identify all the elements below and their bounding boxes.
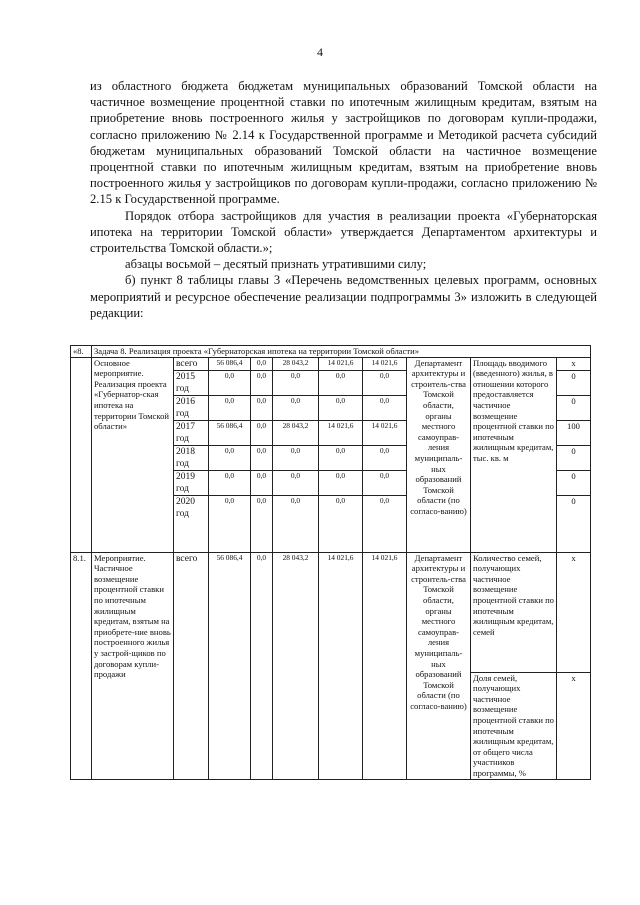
sub-row-1	[71, 552, 591, 672]
indicator-value: 100	[557, 420, 591, 445]
indicator-value: 0	[557, 445, 591, 470]
value-total: 0,0	[209, 495, 251, 552]
value-local: 14 021,6	[319, 552, 363, 779]
value-local: 0,0	[319, 370, 363, 395]
value-federal: 0,0	[251, 370, 273, 395]
year-cell: 2018 год	[174, 445, 209, 470]
value-other: 14 021,6	[363, 420, 407, 445]
task-row	[71, 346, 591, 358]
year-cell: 2020 год	[174, 495, 209, 552]
value-local: 0,0	[319, 395, 363, 420]
main-row-total	[71, 357, 591, 370]
value-total: 0,0	[209, 445, 251, 470]
value-regional: 0,0	[273, 470, 319, 495]
sub-indicator-2-value: х	[557, 672, 591, 779]
value-total: 0,0	[209, 395, 251, 420]
value-total: 56 086,4	[209, 552, 251, 779]
page-number: 4	[317, 45, 323, 59]
sub-number: 8.1.	[71, 552, 92, 779]
value-federal: 0,0	[251, 420, 273, 445]
indicator-value: 0	[557, 495, 591, 552]
indicator-value: 0	[557, 470, 591, 495]
body-text	[90, 78, 597, 321]
sub-indicator-1-value: х	[557, 552, 591, 672]
year-cell: 2016 год	[174, 395, 209, 420]
responsible-main: Департамент архитектуры и строитель-ства Томской области, органы местного самоуправ-ления муниципаль-ных образований Томской области (по согласо-ванию)	[407, 357, 471, 552]
value-other: 0,0	[363, 370, 407, 395]
responsible-sub: Департамент архитектуры и строитель-ства Томской области, органы местного самоуправ-ления муниципаль-ных образований Томской области (по согласо-ванию)	[407, 552, 471, 779]
year-cell: 2015 год	[174, 370, 209, 395]
value-other: 14 021,6	[363, 357, 407, 370]
paragraph-4: б) пункт 8 таблицы главы 3 «Перечень ведомственных целевых программ, основных мероприятий и ресурсное обеспечение реализации подпрограммы 3» изложить в следующей редакции:	[90, 273, 597, 320]
sub-indicator-2: Доля семей, получающих частичное возмещение процентной ставки по ипотечным жилищным кредитам, от общего числа участников программы, %	[471, 672, 557, 779]
value-regional: 0,0	[273, 445, 319, 470]
year-cell: 2017 год	[174, 420, 209, 445]
value-total: 56 086,4	[209, 420, 251, 445]
paragraph-2: Порядок отбора застройщиков для участия в реализации проекта «Губернаторская ипотека на территории Томской области» утверждается Департаментом архитектуры и строительства Томской области.»;	[90, 208, 597, 256]
main-activity: Основное мероприятие. Реализация проекта «Губернатор-ская ипотека на территории Томской области»	[92, 357, 174, 552]
value-total: 56 086,4	[209, 357, 251, 370]
indicator-value: 0	[557, 370, 591, 395]
value-other: 0,0	[363, 445, 407, 470]
indicator-value: 0	[557, 395, 591, 420]
value-other: 14 021,6	[363, 552, 407, 779]
year-cell: всего	[174, 552, 209, 779]
value-federal: 0,0	[251, 552, 273, 779]
year-cell: 2019 год	[174, 470, 209, 495]
value-federal: 0,0	[251, 445, 273, 470]
paragraph-3: абзацы восьмой – десятый признать утратившими силу;	[125, 257, 427, 272]
main-indicator: Площадь вводимого (введенного) жилья, в отношении которого предоставляется частичное возмещение процентной ставки по ипотечным жилищным кредитам, тыс. кв. м	[471, 357, 557, 552]
value-total: 0,0	[209, 370, 251, 395]
program-table	[70, 345, 591, 780]
value-regional: 28 043,2	[273, 420, 319, 445]
value-total: 0,0	[209, 470, 251, 495]
value-other: 0,0	[363, 495, 407, 552]
value-federal: 0,0	[251, 357, 273, 370]
value-regional: 0,0	[273, 370, 319, 395]
paragraph-1: из областного бюджета бюджетам муниципальных образований Томской области на частичное возмещение процентной ставки по ипотечным жилищным кредитам, взятым на приобретение вновь построенного жилья у застройщиков по договорам купли-продажи, согласно приложению № 2.14 к Государственной программе и Методикой расчета субсидий бюджетам муниципальных образований Томской области на частичное возмещение процентной ставки по ипотечным жилищным кредитам, взятым на приобретение вновь построенного жилья у застройщиков по договорам купли-продажи, согласно приложению № 2.15 к Государственной программе.	[90, 79, 597, 207]
year-cell: всего	[174, 357, 209, 370]
value-regional: 0,0	[273, 495, 319, 552]
value-federal: 0,0	[251, 470, 273, 495]
sub-indicator-1: Количество семей, получающих частичное возмещение процентной ставки по ипотечным жилищным кредитам, семей	[471, 552, 557, 672]
value-other: 0,0	[363, 470, 407, 495]
value-regional: 28 043,2	[273, 357, 319, 370]
value-federal: 0,0	[251, 395, 273, 420]
value-local: 0,0	[319, 470, 363, 495]
task-title: Задача 8. Реализация проекта «Губернаторская ипотека на территории Томской области»	[92, 346, 591, 358]
value-local: 0,0	[319, 445, 363, 470]
task-number: «8.	[71, 346, 92, 358]
value-local: 0,0	[319, 495, 363, 552]
value-federal: 0,0	[251, 495, 273, 552]
indicator-value: х	[557, 357, 591, 370]
value-local: 14 021,6	[319, 420, 363, 445]
value-regional: 0,0	[273, 395, 319, 420]
sub-activity: Мероприятие. Частичное возмещение процентной ставки по ипотечным жилищным кредитам, взятым на приобрете-ние вновь построенного жилья у застрой-щиков по договорам купли-продажи	[92, 552, 174, 779]
value-regional: 28 043,2	[273, 552, 319, 779]
value-other: 0,0	[363, 395, 407, 420]
value-local: 14 021,6	[319, 357, 363, 370]
